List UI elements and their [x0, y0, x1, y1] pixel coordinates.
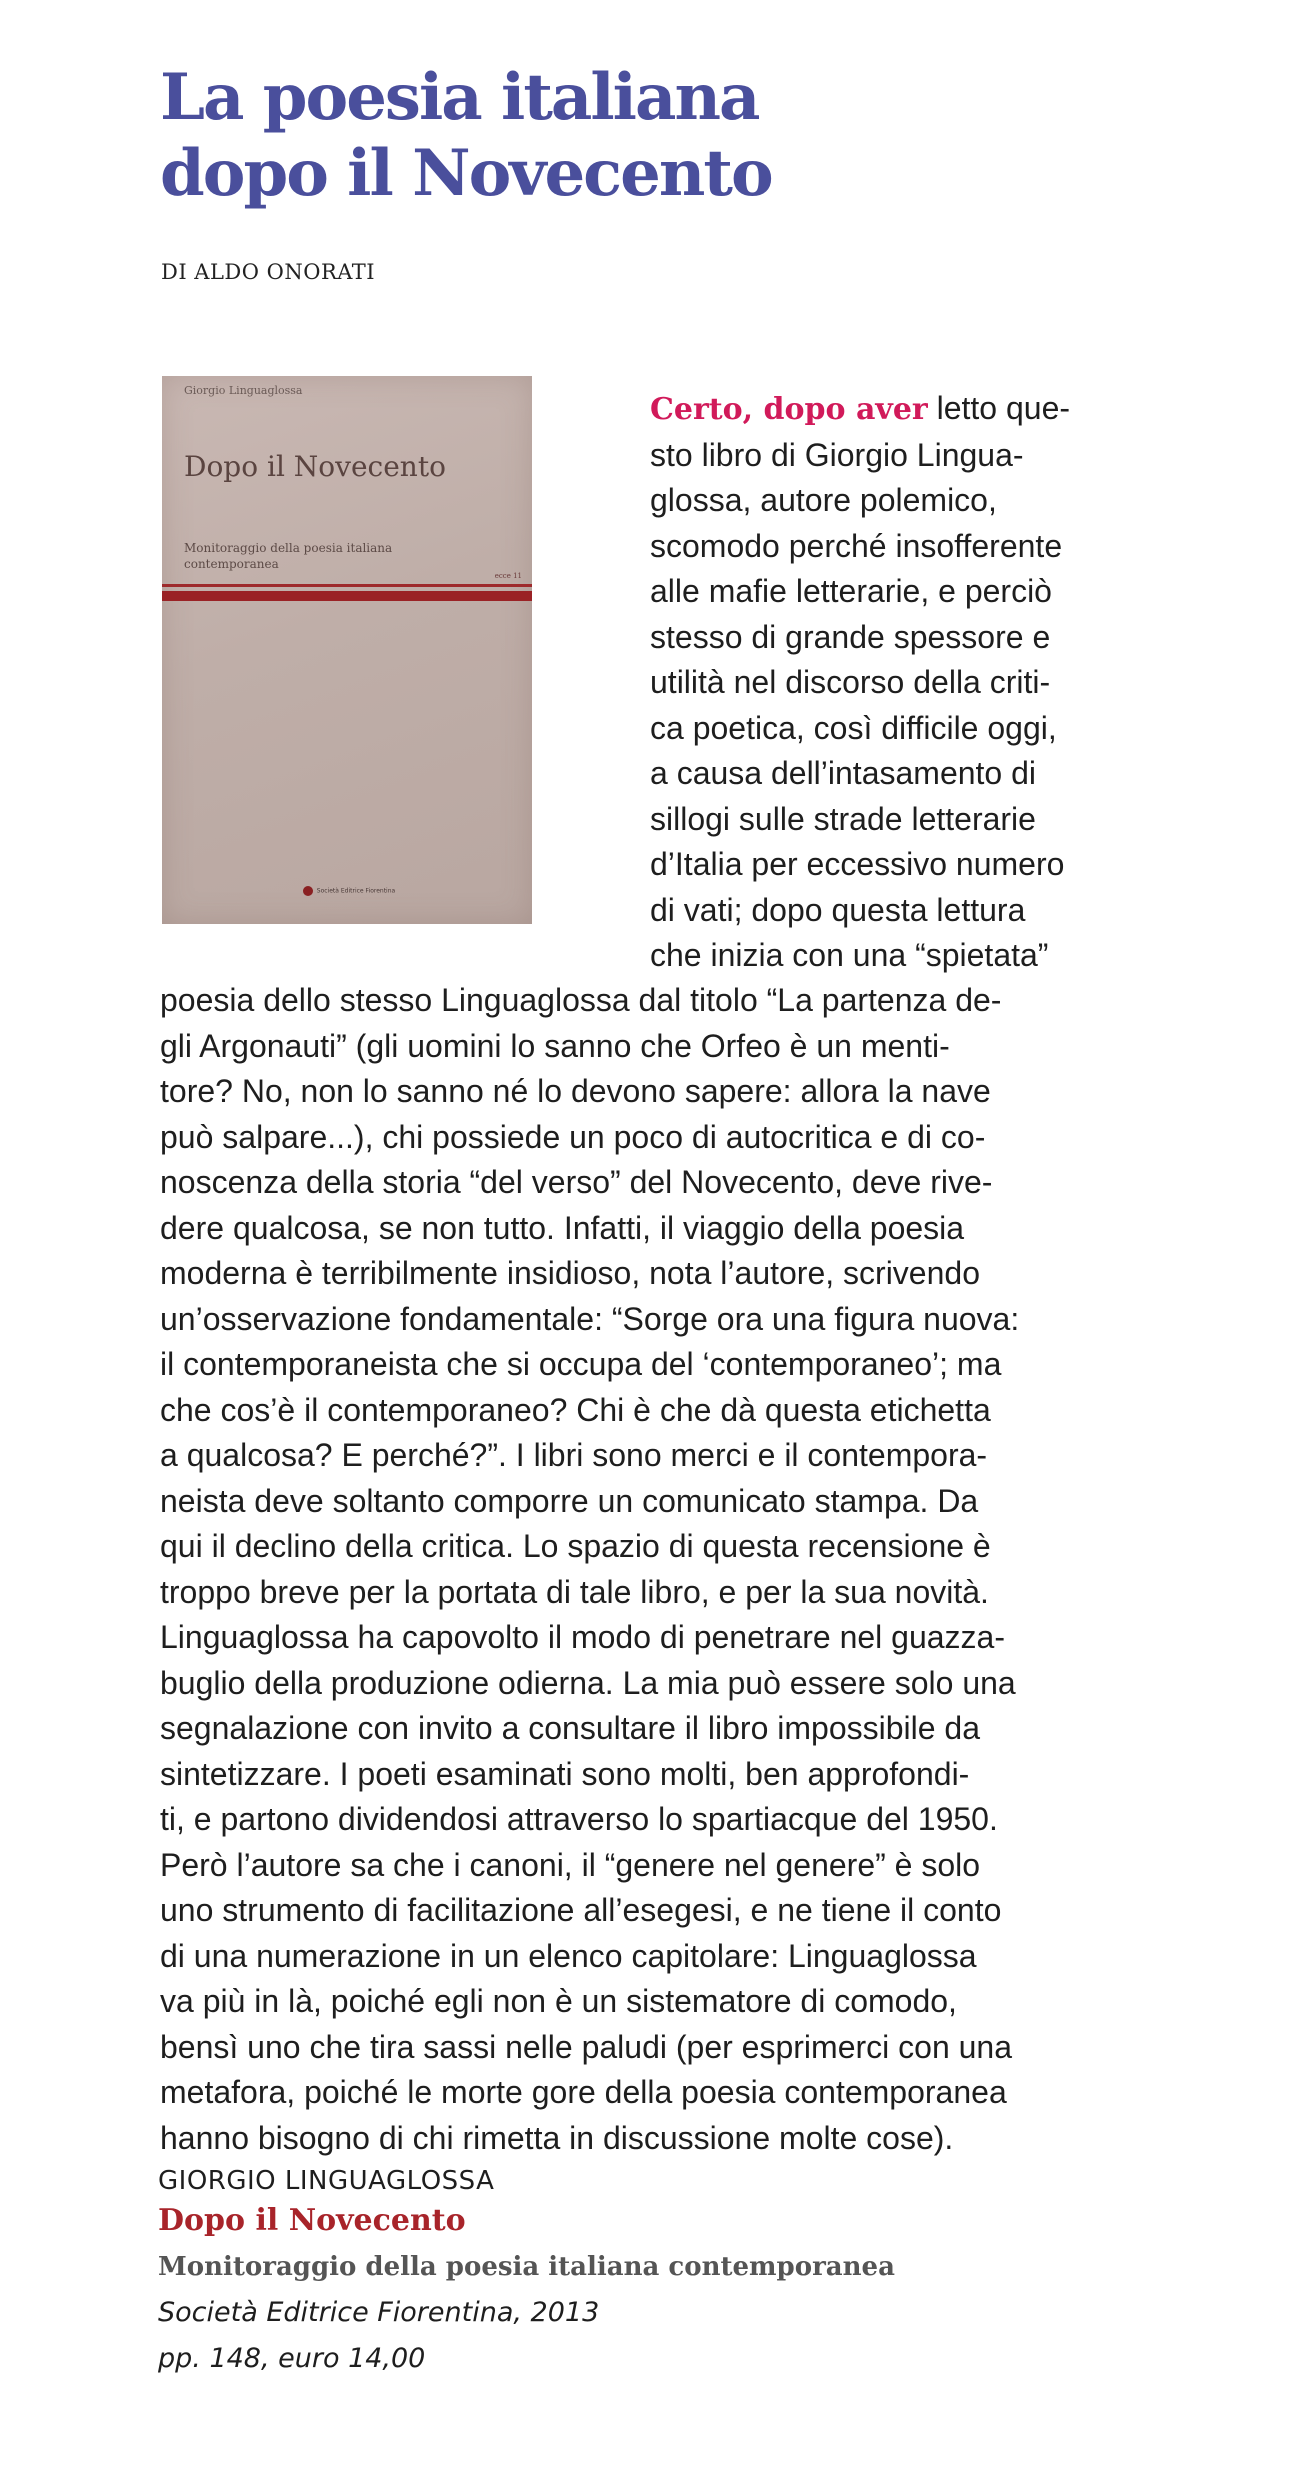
- credit-author: GIORGIO LINGUAGLOSSA: [158, 2166, 495, 2196]
- credit-pages-price: pp. 148, euro 14,00: [158, 2343, 426, 2374]
- body-line: il contemporaneista che si occupa del ‘contemporaneo’; ma: [160, 1346, 1002, 1382]
- cover-publisher: [162, 886, 532, 896]
- body-line: scomodo perché insofferente: [650, 527, 1063, 564]
- body-line: hanno bisogno di chi rimetta in discussione molte cose).: [160, 2119, 954, 2156]
- body-line: di una numerazione in un elenco capitolare: Linguaglossa: [160, 1937, 977, 1974]
- body-line: può salpare...), chi possiede un poco di autocritica e di co-: [160, 1118, 986, 1155]
- body-line: poesia dello stesso Linguaglossa dal titolo “La partenza de-: [160, 982, 1002, 1018]
- body-line: bensì uno che tira sassi nelle paludi (per esprimerci con una: [160, 2028, 1013, 2065]
- book-cover-image: [162, 376, 532, 924]
- body-line: stesso di grande spessore e: [650, 618, 1051, 655]
- body-line: Linguaglossa ha capovolto il modo di penetrare nel guazza-: [160, 1619, 1005, 1655]
- credit-subtitle: Monitoraggio della poesia italiana contemporanea: [158, 2252, 895, 2282]
- cover-subtitle: Monitoraggio della poesia italiana contemporanea: [184, 541, 393, 571]
- article-title-line-2: dopo il Novecento: [160, 136, 772, 211]
- body-line: uno strumento di facilitazione all’esegesi, e ne tiene il conto: [160, 1892, 1002, 1928]
- body-line: sto libro di Giorgio Lingua-: [650, 436, 1024, 473]
- body-line: che inizia con una “spietata”: [650, 937, 1049, 973]
- body-line: [650, 386, 1132, 433]
- article-title: [160, 60, 1160, 212]
- body-line: tore? No, non lo sanno né lo devono sapere: allora la nave: [160, 1073, 991, 1109]
- body-full-width: [160, 978, 1132, 2161]
- cover-publisher-name: Società Editrice Fiorentina: [316, 887, 396, 895]
- cover-series: ecce 11: [494, 572, 522, 580]
- body-line: metafora, poiché le morte gore della poesia contemporanea: [160, 2074, 1007, 2110]
- body-line: dere qualcosa, se non tutto. Infatti, il viaggio della poesia: [160, 1209, 965, 1246]
- body-line: va più in là, poiché egli non è un sistematore di comodo,: [160, 1983, 957, 2019]
- cover-band-thin: [162, 584, 532, 587]
- body-line: ti, e partono dividendosi attraverso lo spartiacque del 1950.: [160, 1801, 998, 1837]
- body-line: sintetizzare. I poeti esaminati sono molti, ben approfondi-: [160, 1755, 970, 1792]
- body-line-text: letto que-: [927, 390, 1071, 426]
- body-line: moderna è terribilmente insidioso, nota l’autore, scrivendo: [160, 1255, 980, 1291]
- lead-in: Certo, dopo aver: [650, 392, 928, 427]
- body-line: che cos’è il contemporaneo? Chi è che dà questa etichetta: [160, 1391, 991, 1428]
- body-line: neista deve soltanto comporre un comunicato stampa. Da: [160, 1482, 979, 1519]
- body-line: buglio della produzione odierna. La mia può essere solo una: [160, 1664, 1016, 1701]
- body-line: segnalazione con invito a consultare il libro impossibile da: [160, 1710, 981, 1746]
- byline: DI ALDO ONORATI: [161, 260, 376, 284]
- body-line: qui il declino della critica. Lo spazio di questa recensione è: [160, 1528, 991, 1564]
- body-line: ca poetica, così difficile oggi,: [650, 709, 1057, 746]
- body-line: glossa, autore polemico,: [650, 482, 997, 518]
- body-line: un’osservazione fondamentale: “Sorge ora una figura nuova:: [160, 1300, 1020, 1337]
- credit-publisher: Società Editrice Fiorentina, 2013: [158, 2297, 600, 2328]
- body-line: sillogi sulle strade letterarie: [650, 800, 1036, 837]
- body-line: troppo breve per la portata di tale libro, e per la sua novità.: [160, 1573, 989, 1610]
- body-line: utilità nel discorso della criti-: [650, 664, 1051, 700]
- body-line: di vati; dopo questa lettura: [650, 891, 1026, 928]
- body-line: gli Argonauti” (gli uomini lo sanno che Orfeo è un menti-: [160, 1027, 950, 1064]
- book-credits: [158, 2164, 1158, 2382]
- cover-band: [162, 591, 532, 601]
- article-title-line-1: La poesia italiana: [160, 60, 759, 135]
- publisher-logo-icon: [303, 886, 313, 896]
- body-line: noscenza della storia “del verso” del Novecento, deve rive-: [160, 1164, 993, 1200]
- body-right-column: [650, 386, 1132, 979]
- cover-title: Dopo il Novecento: [184, 450, 446, 483]
- body-line: alle mafie letterarie, e perciò: [650, 573, 1052, 609]
- body-line: a qualcosa? E perché?”. I libri sono merci e il contempora-: [160, 1437, 988, 1473]
- body-line: Però l’autore sa che i canoni, il “genere nel genere” è solo: [160, 1846, 981, 1883]
- body-line: a causa dell’intasamento di: [650, 755, 1037, 791]
- body-line: d’Italia per eccessivo numero: [650, 846, 1065, 882]
- cover-author: Giorgio Linguaglossa: [184, 384, 303, 397]
- credit-title: Dopo il Novecento: [158, 2203, 466, 2238]
